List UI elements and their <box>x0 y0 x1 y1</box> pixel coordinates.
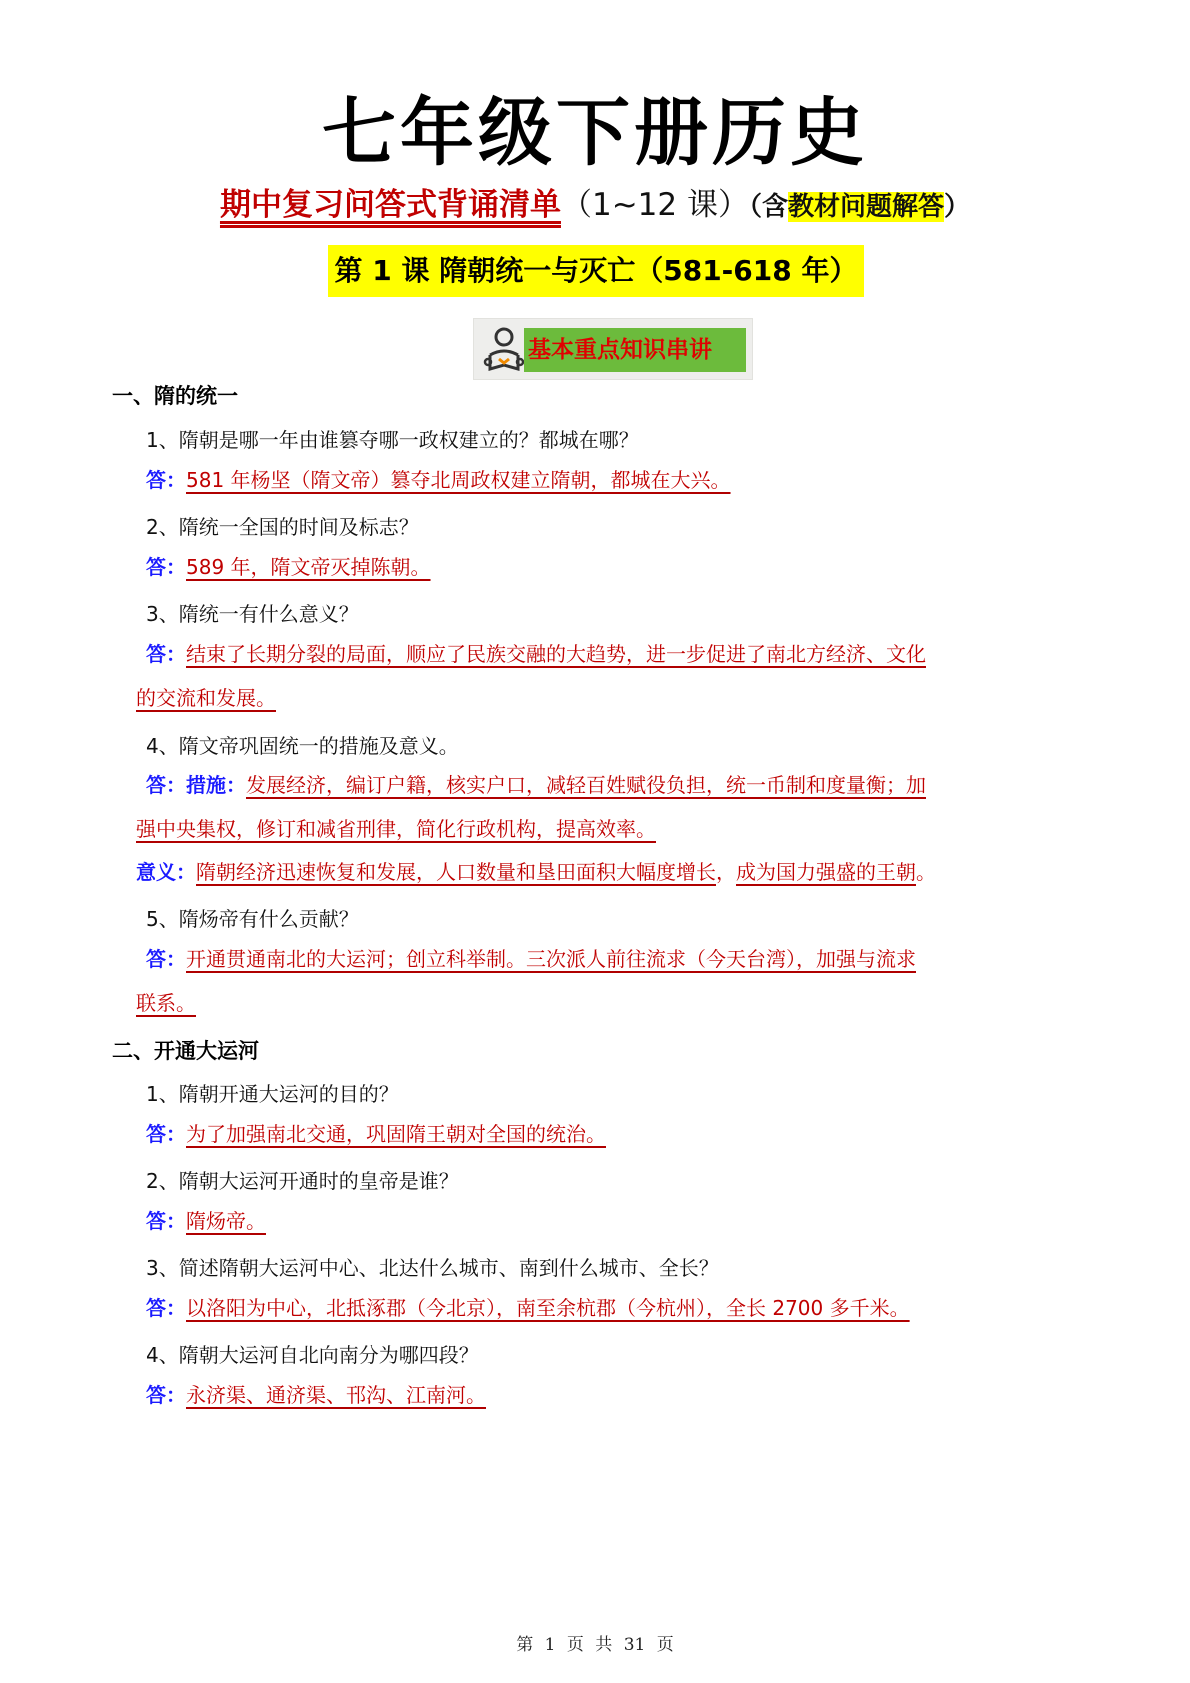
question-1-4: 4、隋文帝巩固统一的措施及意义。 <box>146 734 459 758</box>
answer-text: 永济渠、通济渠、邗沟、江南河。 <box>186 1383 486 1407</box>
answer-1-4-significance <box>136 860 936 884</box>
question-2-2: 2、隋朝大运河开通时的皇帝是谁？ <box>146 1169 459 1193</box>
answer-separator: ， <box>716 860 736 884</box>
answer-label: 答： <box>146 555 186 579</box>
section-heading-1: 一、隋的统一 <box>112 384 238 408</box>
answer-text: 隋炀帝。 <box>186 1209 266 1233</box>
answer-2-2 <box>146 1209 266 1233</box>
answer-1-3-line2 <box>136 686 276 710</box>
document-subtitle <box>0 183 1190 229</box>
question-2-1: 1、隋朝开通大运河的目的？ <box>146 1082 399 1106</box>
answer-label: 答： <box>146 947 186 971</box>
question-2-3: 3、简述隋朝大运河中心、北达什么城市、南到什么城市、全长？ <box>146 1256 719 1280</box>
answer-1-5-line1 <box>146 947 916 971</box>
answer-label: 答： <box>146 1209 186 1233</box>
answer-text: 以洛阳为中心，北抵涿郡（今北京），南至余杭郡（今杭州），全长 2700 多千米。 <box>186 1296 910 1320</box>
answer-2-4 <box>146 1383 486 1407</box>
answer-text: 589 年，隋文帝灭掉陈朝。 <box>186 555 431 579</box>
answer-label: 答： <box>146 1296 186 1320</box>
question-1-3: 3、隋统一有什么意义？ <box>146 602 359 626</box>
answer-text: 结束了长期分裂的局面，顺应了民族交融的大趋势，进一步促进了南北方经济、文化 <box>186 642 926 666</box>
page-footer: 第 1 页 共 31 页 <box>516 1635 674 1655</box>
answer-label: 答： <box>146 642 186 666</box>
question-1-1: 1、隋朝是哪一年由谁篡夺哪一政权建立的？都城在哪？ <box>146 428 639 452</box>
answer-2-1 <box>146 1122 606 1146</box>
subtitle-note-prefix: （含 <box>748 192 788 222</box>
badge-label: 基本重点知识串讲 <box>524 328 746 372</box>
answer-label: 答： <box>146 1383 186 1407</box>
section-badge <box>473 318 753 380</box>
section-heading-2: 二、开通大运河 <box>112 1039 259 1063</box>
answer-text: 为了加强南北交通，巩固隋王朝对全国的统治。 <box>186 1122 606 1146</box>
answer-end: 。 <box>916 860 936 884</box>
answer-label: 答： <box>146 773 186 797</box>
question-1-2: 2、隋统一全国的时间及标志？ <box>146 515 419 539</box>
reader-icon <box>482 325 526 375</box>
answer-1-2 <box>146 555 431 579</box>
answer-text: 发展经济，编订户籍，核实户口，减轻百姓赋役负担，统一币制和度量衡；加 <box>246 773 926 797</box>
lesson-heading: 第 1 课 隋朝统一与灭亡（581-618 年） <box>328 245 864 297</box>
answer-text: 成为国力强盛的王朝 <box>736 860 916 884</box>
answer-label: 答： <box>146 468 186 492</box>
measures-label: 措施： <box>186 773 246 797</box>
answer-text: 的交流和发展。 <box>136 686 276 710</box>
subtitle-main: 期中复习问答式背诵清单 <box>219 187 561 223</box>
question-1-5: 5、隋炀帝有什么贡献？ <box>146 907 359 931</box>
answer-text: 隋朝经济迅速恢复和发展，人口数量和垦田面积大幅度增长 <box>196 860 716 884</box>
subtitle-note-suffix: ） <box>944 192 971 222</box>
subtitle-range: （1~12 课） <box>560 187 749 223</box>
answer-text: 强中央集权，修订和减省刑律，简化行政机构，提高效率。 <box>136 817 656 841</box>
answer-label: 答： <box>146 1122 186 1146</box>
document-title: 七年级下册历史 <box>322 90 868 176</box>
answer-1-4-measures <box>146 773 926 797</box>
answer-2-3 <box>146 1296 910 1320</box>
question-2-4: 4、隋朝大运河自北向南分为哪四段？ <box>146 1343 479 1367</box>
answer-text: 开通贯通南北的大运河；创立科举制。三次派人前往流求（今天台湾），加强与流求 <box>186 947 916 971</box>
answer-1-1 <box>146 468 731 492</box>
answer-1-4-measures-line2 <box>136 817 656 841</box>
significance-label: 意义： <box>136 860 196 884</box>
subtitle-note-highlight: 教材问题解答 <box>787 192 944 222</box>
answer-1-3-line1 <box>146 642 926 666</box>
answer-1-5-line2 <box>136 991 196 1015</box>
answer-text: 581 年杨坚（隋文帝）篡夺北周政权建立隋朝，都城在大兴。 <box>186 468 731 492</box>
answer-text: 联系。 <box>136 991 196 1015</box>
